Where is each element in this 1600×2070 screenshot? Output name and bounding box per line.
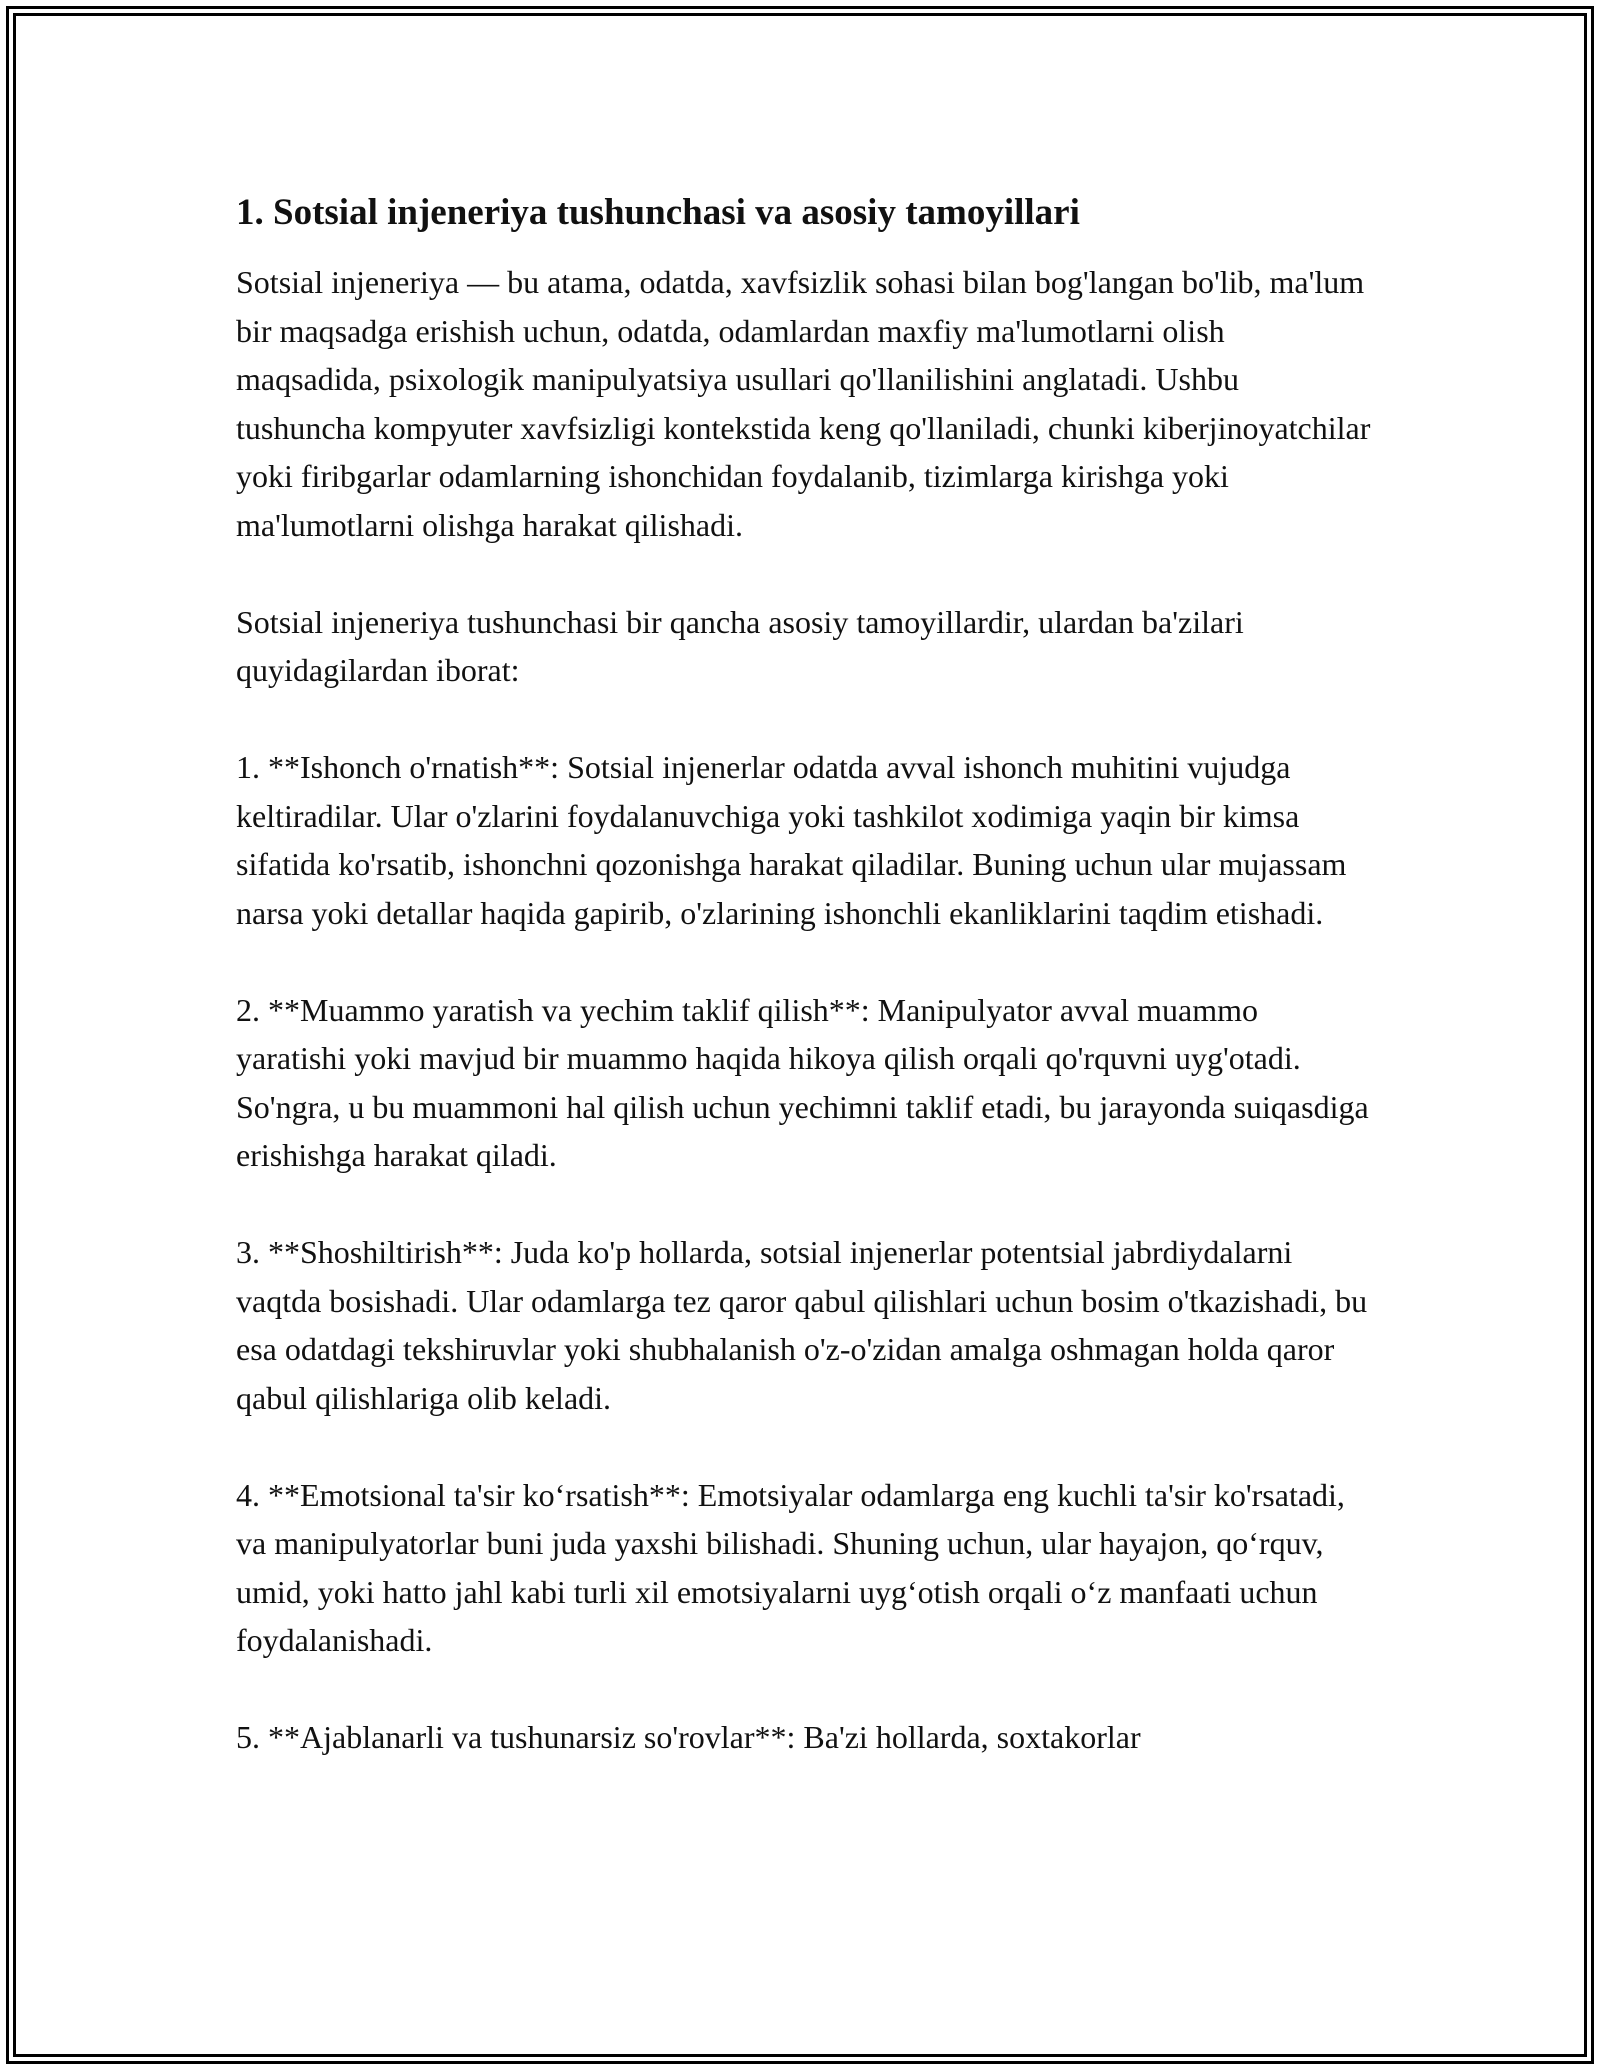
document-body [236,188,1376,1762]
paragraph-intro: Sotsial injeneriya — bu atama, odatda, xavfsizlik sohasi bilan bog'langan bo'lib, ma'lum bir maqsadga erishish uchun, odatda, odamlardan maxfiy ma'lumotlarni olish maqsadida, psixologik manipulyatsiya usullari qo'llanilishini anglatadi. Ushbu tushuncha kompyuter xavfsizligi kontekstida keng qo'llaniladi, chunki kiberjinoyatchilar yoki firibgarlar odamlarning ishonchidan foydalanib, tizimlarga kirishga yoki ma'lumotlarni olishga harakat qilishadi. [236,264,1371,543]
paragraph-principles-lead: Sotsial injeneriya tushunchasi bir qancha asosiy tamoyillardir, ulardan ba'zilari quyidagilardan iborat: [236,603,1244,688]
list-item-urgency: 3. **Shoshiltirish**: Juda ko'p hollarda, sotsial injenerlar potentsial jabrdiydalarni vaqtda bosishadi. Ular odamlarga tez qaror qabul qilishlari uchun bosim o'tkazishadi, bu esa odatdagi tekshiruvlar yoki shubhalanish o'z-o'zidan amalga oshmagan holda qaror qabul qilishlariga olib keladi. [236,1234,1368,1416]
list-item-problem-solution: 2. **Muammo yaratish va yechim taklif qilish**: Manipulyator avval muammo yaratishi yoki mavjud bir muammo haqida hikoya qilish orqali qo'rquvni uyg'otadi. So'ngra, u bu muammoni hal qilish uchun yechimni taklif etadi, bu jarayonda suiqasdiga erishishga harakat qiladi. [236,991,1369,1173]
list-item-trust: 1. **Ishonch o'rnatish**: Sotsial injenerlar odatda avval ishonch muhitini vujudga keltiradilar. Ular o'zlarini foydalanuvchiga yoki tashkilot xodimiga yaqin bir kimsa sifatida ko'rsatib, ishonchni qozonishga harakat qiladilar. Buning uchun ular mujassam narsa yoki detallar haqida gapirib, o'zlarining ishonchli ekanliklarini taqdim etishadi. [236,749,1347,931]
list-item-unusual-requests: 5. **Ajablanarli va tushunarsiz so'rovlar**: Ba'zi hollarda, soxtakorlar [236,1719,1141,1755]
list-item-emotional-influence: 4. **Emotsional ta'sir ko‘rsatish**: Emotsiyalar odamlarga eng kuchli ta'sir ko'rsatadi, va manipulyatorlar buni juda yaxshi bilishadi. Shuning uchun, ular hayajon, qo‘rquv, umid, yoki hatto jahl kabi turli xil emotsiyalarni uyg‘otish orqali o‘z manfaati uchun foydalanishadi. [236,1476,1345,1658]
section-heading: 1. Sotsial injeneriya tushunchasi va asosiy tamoyillari [236,192,1080,233]
